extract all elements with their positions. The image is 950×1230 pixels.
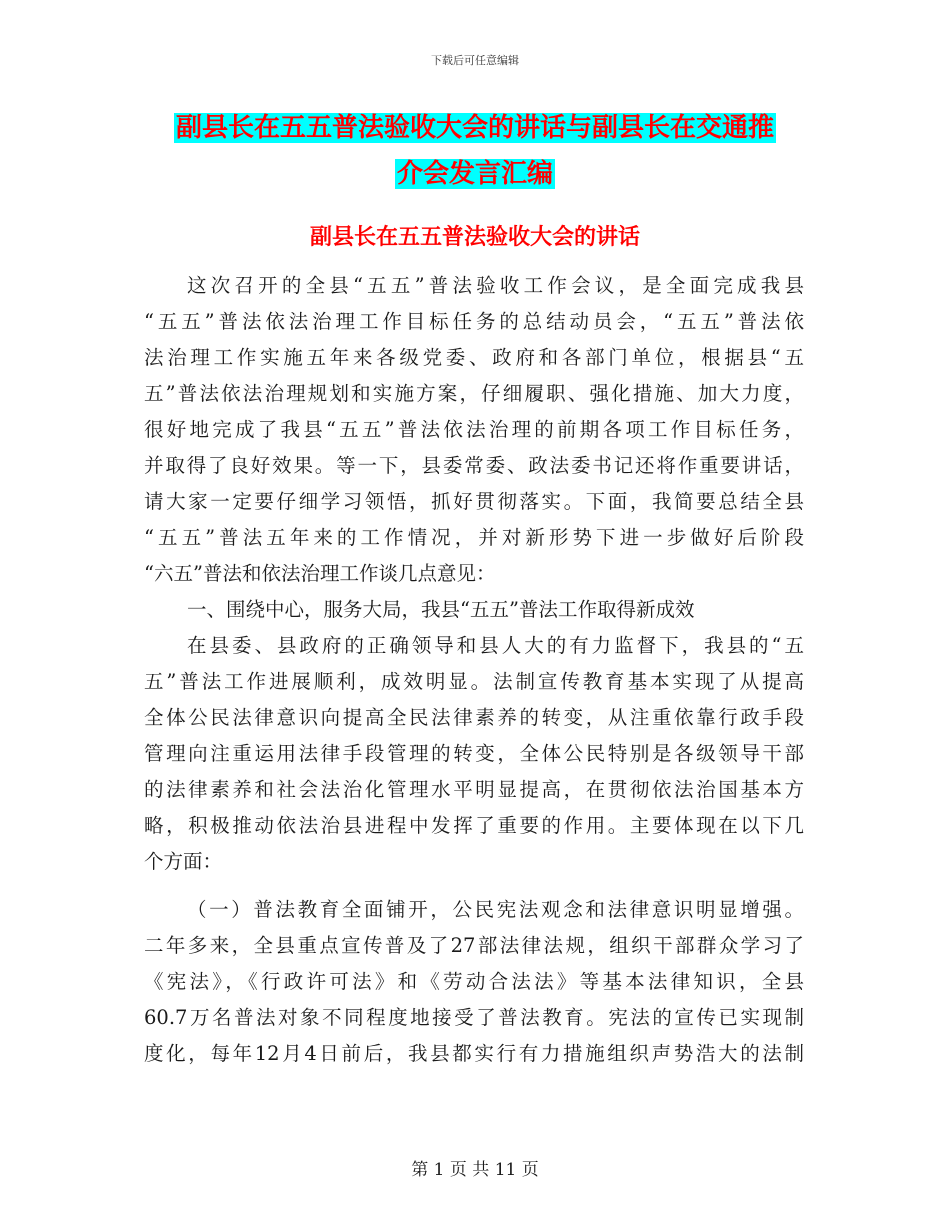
body-line: 很好地完成了我县“五五”普法依法治理的前期各项工作目标任务， bbox=[144, 418, 804, 441]
body-line: 这次召开的全县“五五”普法验收工作会议，是全面完成我县 bbox=[187, 274, 804, 297]
document-title-line-2 bbox=[0, 157, 950, 191]
body-line: 法治理工作实施五年来各级党委、政府和各部门单位，根据县“五 bbox=[144, 346, 804, 369]
document-title-text-1: 副县长在五五普法验收大会的讲话与副县长在交通推 bbox=[175, 113, 774, 143]
body-line: “六五”普法和依法治理工作谈几点意见： bbox=[144, 562, 496, 585]
header-note: 下载后可任意编辑 bbox=[431, 54, 519, 67]
body-line: 一、围绕中心，服务大局，我县“五五”普法工作取得新成效 bbox=[187, 598, 695, 621]
body-line: 五”普法依法治理规划和实施方案，仔细履职、强化措施、加大力度， bbox=[144, 382, 804, 405]
document-title-line-1 bbox=[0, 111, 950, 145]
body-line: “五五”普法五年来的工作情况，并对新形势下进一步做好后阶段 bbox=[144, 526, 804, 549]
body-line: 60.7万名普法对象不同程度地接受了普法教育。宪法的宣传已实现制 bbox=[144, 1006, 804, 1029]
body-line: 请大家一定要仔细学习领悟，抓好贯彻落实。下面，我简要总结全县 bbox=[144, 490, 804, 513]
body-line: 管理向注重运用法律手段管理的转变，全体公民特别是各级领导干部 bbox=[144, 742, 804, 765]
body-line: 全体公民法律意识向提高全民法律素养的转变，从注重依靠行政手段 bbox=[144, 706, 804, 729]
body-line: 在县委、县政府的正确领导和县人大的有力监督下，我县的“五 bbox=[187, 634, 804, 657]
body-line: 的法律素养和社会法治化管理水平明显提高，在贯彻依法治国基本方 bbox=[144, 778, 804, 801]
body-line: “五五”普法依法治理工作目标任务的总结动员会，“五五”普法依 bbox=[144, 310, 804, 333]
body-line: 度化，每年12月4日前后，我县都实行有力措施组织声势浩大的法制 bbox=[144, 1042, 804, 1065]
section-title: 副县长在五五普法验收大会的讲话 bbox=[309, 225, 640, 250]
page-footer: 第 1 页 共 11 页 bbox=[411, 1160, 539, 1180]
body-line: （一）普法教育全面铺开，公民宪法观念和法律意识明显增强。 bbox=[187, 898, 804, 921]
body-line: 二年多来，全县重点宣传普及了27部法律法规，组织干部群众学习了 bbox=[144, 934, 804, 957]
body-line: 《宪法》，《行政许可法》和《劳动合法法》等基本法律知识，全县 bbox=[144, 970, 804, 993]
body-line: 略，积极推动依法治县进程中发挥了重要的作用。主要体现在以下几 bbox=[144, 814, 804, 837]
body-line: 个方面： bbox=[144, 850, 223, 873]
body-line: 五”普法工作进展顺利，成效明显。法制宣传教育基本实现了从提高 bbox=[144, 670, 804, 693]
body-line: 并取得了良好效果。等一下，县委常委、政法委书记还将作重要讲话， bbox=[144, 454, 804, 477]
document-title-text-2: 介会发言汇编 bbox=[396, 159, 553, 189]
